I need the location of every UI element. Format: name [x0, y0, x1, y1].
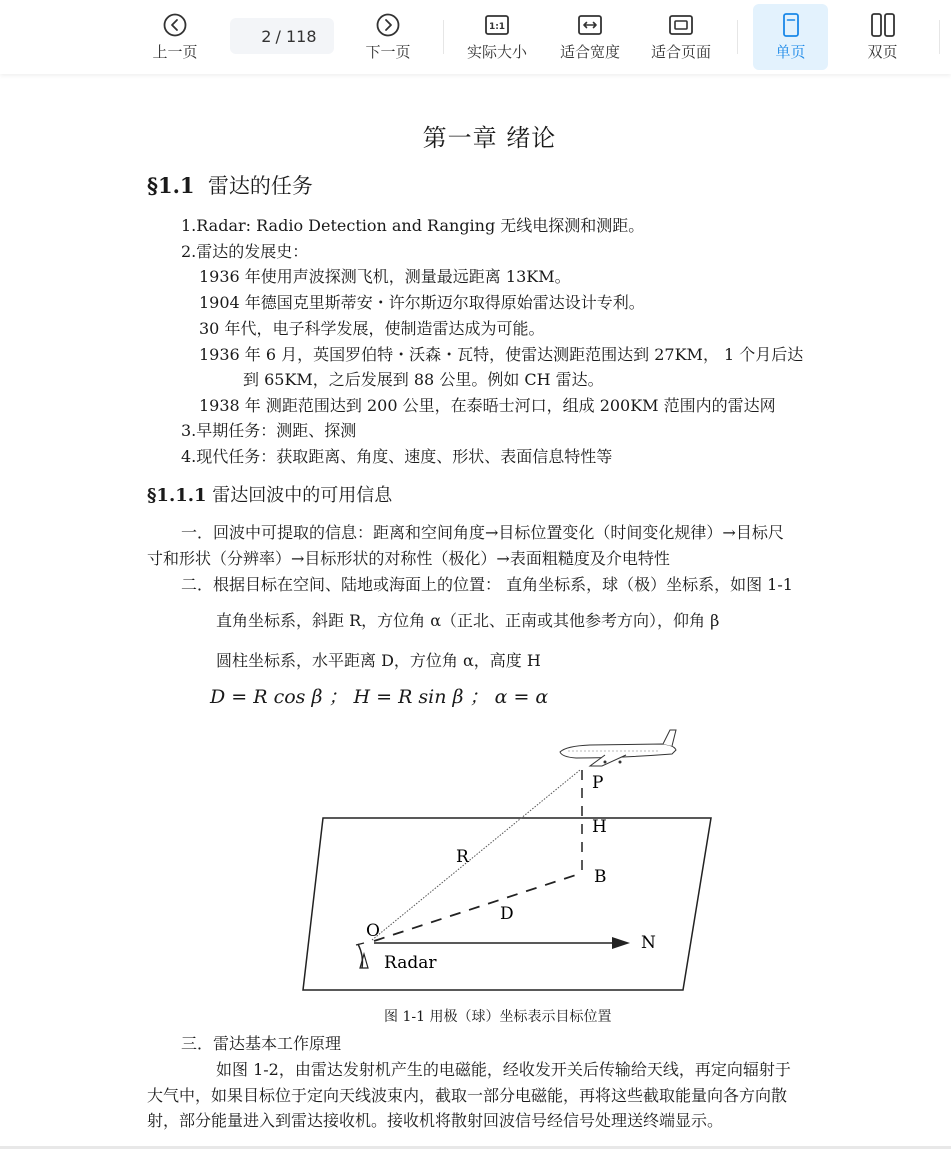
page-number-input[interactable] [247, 27, 271, 46]
chapter-title: 第一章 绪论 [422, 124, 557, 152]
text-line: 1936 年使用声波探测飞机，测量最远距离 13KM。 [199, 267, 571, 286]
text-line: 4.现代任务：获取距离、角度、速度、形状、表面信息特性等 [181, 447, 613, 466]
toolbar-divider [443, 20, 444, 54]
actual-size-icon [484, 12, 510, 38]
fit-width-icon [577, 12, 603, 38]
subsection-title: 雷达回波中的可用信息 [212, 485, 393, 506]
figure-1-1-diagram [290, 722, 730, 996]
toolbar-divider [939, 20, 940, 54]
formula: D = R cos β ； H = R sin β ； α = α [210, 686, 549, 708]
label-p: P [592, 773, 604, 793]
actual-size-label: 实际大小 [466, 43, 527, 61]
paragraph-line: 三．雷达基本工作原理 [181, 1034, 342, 1053]
label-d: D [500, 904, 514, 924]
next-page-label: 下一页 [365, 43, 411, 61]
text-line: 到 65KM，之后发展到 88 公里。例如 CH 雷达。 [243, 370, 604, 389]
fit-page-icon [668, 12, 694, 38]
fit-width-label: 适合宽度 [559, 43, 620, 61]
label-radar: Radar [384, 953, 437, 973]
section-title: 雷达的任务 [207, 174, 313, 198]
section-number: §1.1 [147, 173, 195, 198]
paragraph-line: 大气中，如果目标位于定向天线波束内，截取一部分电磁能，再将这些截取能量向各方向散 [147, 1086, 788, 1105]
label-b: B [594, 867, 607, 887]
paragraph-line: 圆柱坐标系，水平距离 D，方位角 α，高度 H [216, 651, 541, 670]
double-page-icon [870, 12, 896, 38]
slant-range-line [372, 770, 580, 940]
text-line: 1904 年德国克里斯蒂安・许尔斯迈尔取得原始雷达设计专利。 [199, 293, 645, 312]
paragraph-line: 二．根据目标在空间、陆地或海面上的位置： 直角坐标系，球（极）坐标系，如图 1-1 [181, 575, 793, 594]
ground-range-line [374, 873, 582, 941]
text-line: 1.Radar: Radio Detection and Ranging 无线电探测和测距。 [181, 216, 645, 235]
single-page-icon [778, 12, 804, 38]
text-line: 1938 年 测距范围达到 200 公里，在泰晤士河口，组成 200KM 范围内的雷达网 [199, 396, 776, 415]
fit-page-button[interactable] [642, 4, 720, 70]
text-line: 3.早期任务：测距、探测 [181, 421, 357, 440]
text-line: 1936 年 6 月，英国罗伯特・沃森・瓦特，使雷达测距范围达到 27KM， 1 个月后达 [199, 345, 804, 364]
page-total: / 118 [275, 26, 317, 46]
double-page-label: 双页 [867, 43, 898, 61]
label-r: R [456, 847, 469, 867]
paragraph-line: 射，部分能量进入到雷达接收机。接收机将散射回波信号经信号处理送终端显示。 [147, 1111, 724, 1130]
label-h: H [592, 817, 607, 837]
paragraph-line: 直角坐标系，斜距 R，方位角 α（正北、正南或其他参考方向），仰角 β [216, 611, 720, 630]
viewer-toolbar [0, 0, 951, 74]
subsection-heading [147, 481, 392, 507]
single-page-label: 单页 [775, 43, 806, 61]
figure-caption: 图 1-1 用极（球）坐标表示目标位置 [384, 1009, 612, 1025]
double-page-button[interactable] [845, 4, 920, 70]
section-heading [147, 170, 313, 200]
subsection-number: §1.1.1 [147, 485, 207, 506]
paragraph-line: 寸和形状（分辨率）→目标形状的对称性（极化）→表面粗糙度及介电特性 [147, 549, 670, 568]
text-line: 30 年代，电子科学发展，使制造雷达成为可能。 [199, 319, 545, 338]
chevron-left-circle-icon [162, 12, 188, 38]
toolbar-divider [737, 20, 738, 54]
chevron-right-circle-icon [375, 12, 401, 38]
radar-antenna-icon [356, 943, 368, 968]
paragraph-line: 如图 1-2，由雷达发射机产生的电磁能，经收发开关后传输给天线，再定向辐射于 [216, 1060, 791, 1079]
next-page-button[interactable] [353, 4, 423, 70]
document-page [0, 76, 951, 1146]
text-line: 2.雷达的发展史： [181, 242, 309, 261]
actual-size-button[interactable] [458, 4, 536, 70]
fit-page-label: 适合页面 [650, 43, 711, 61]
page-indicator [230, 18, 334, 54]
single-page-button[interactable] [753, 4, 828, 70]
fit-width-button[interactable] [551, 4, 629, 70]
airplane-icon [560, 730, 676, 766]
prev-page-button[interactable] [140, 4, 210, 70]
paragraph-line: 一．回波中可提取的信息：距离和空间角度→目标位置变化（时间变化规律）→目标尺 [181, 523, 784, 542]
label-n: N [641, 933, 656, 953]
svg-text:1:1: 1:1 [488, 22, 506, 32]
north-arrow-icon [612, 937, 630, 949]
prev-page-label: 上一页 [152, 43, 198, 61]
label-o: O [366, 921, 380, 941]
